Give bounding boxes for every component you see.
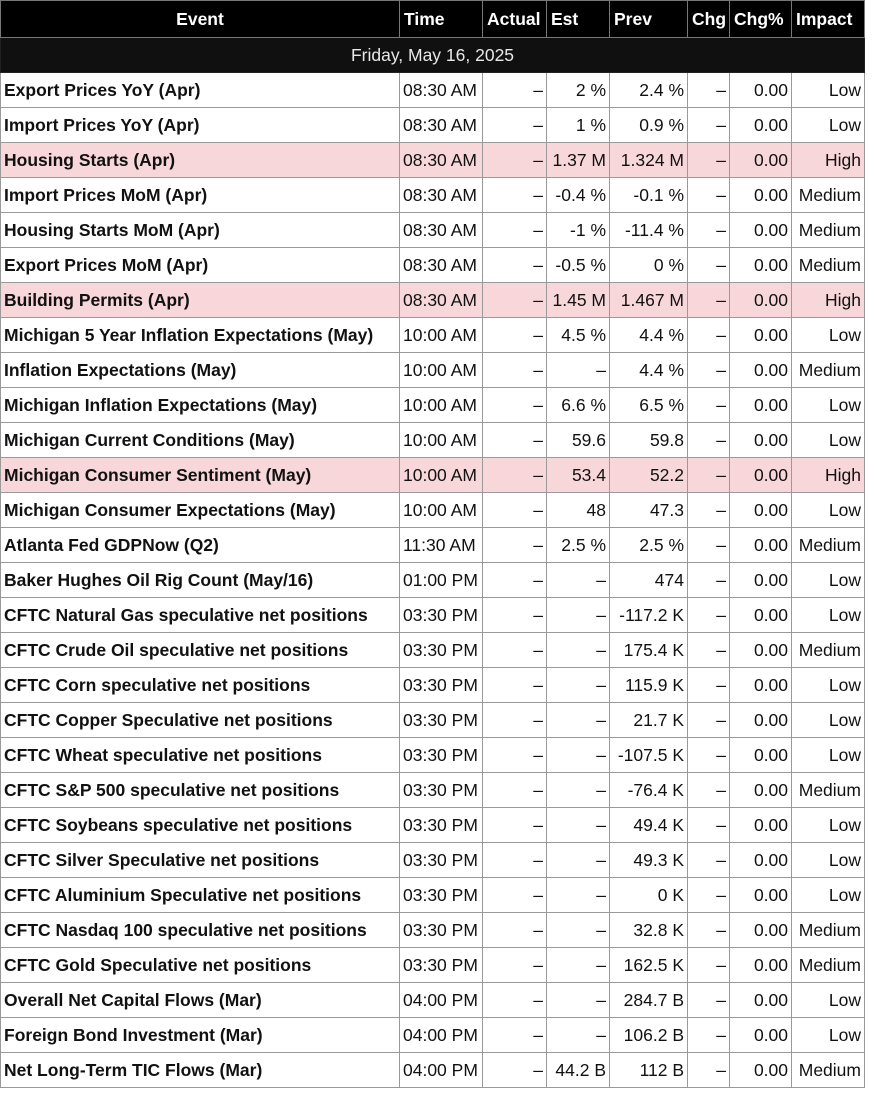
chg-pct-cell: 0.00 — [730, 493, 792, 528]
table-row[interactable] — [1, 458, 865, 493]
event-cell[interactable]: Overall Net Capital Flows (Mar) — [1, 983, 400, 1018]
time-cell: 03:30 PM — [400, 808, 483, 843]
est-cell: 2 % — [547, 73, 610, 108]
prev-cell: 1.467 M — [610, 283, 688, 318]
time-cell: 10:00 AM — [400, 458, 483, 493]
time-cell: 08:30 AM — [400, 73, 483, 108]
est-cell: – — [547, 808, 610, 843]
actual-cell: – — [483, 108, 547, 143]
impact-cell: Low — [792, 493, 865, 528]
chg-cell: – — [688, 668, 730, 703]
table-row[interactable] — [1, 283, 865, 318]
chg-pct-cell: 0.00 — [730, 458, 792, 493]
chg-pct-cell: 0.00 — [730, 1053, 792, 1088]
impact-cell: Low — [792, 423, 865, 458]
event-cell[interactable]: Import Prices YoY (Apr) — [1, 108, 400, 143]
actual-cell: – — [483, 598, 547, 633]
chg-pct-cell: 0.00 — [730, 178, 792, 213]
impact-cell: High — [792, 458, 865, 493]
impact-cell: Medium — [792, 773, 865, 808]
time-cell: 08:30 AM — [400, 283, 483, 318]
prev-cell: 21.7 K — [610, 703, 688, 738]
prev-cell: 474 — [610, 563, 688, 598]
event-cell[interactable]: Atlanta Fed GDPNow (Q2) — [1, 528, 400, 563]
actual-cell: – — [483, 423, 547, 458]
time-cell: 04:00 PM — [400, 1018, 483, 1053]
table-row[interactable] — [1, 1018, 865, 1053]
event-cell[interactable]: CFTC Crude Oil speculative net positions — [1, 633, 400, 668]
impact-cell: Medium — [792, 913, 865, 948]
actual-cell: – — [483, 913, 547, 948]
table-row[interactable] — [1, 73, 865, 108]
impact-cell: Low — [792, 983, 865, 1018]
est-cell: – — [547, 633, 610, 668]
actual-cell: – — [483, 318, 547, 353]
chg-pct-cell: 0.00 — [730, 248, 792, 283]
prev-cell: 4.4 % — [610, 318, 688, 353]
est-cell: 2.5 % — [547, 528, 610, 563]
chg-cell: – — [688, 913, 730, 948]
time-cell: 10:00 AM — [400, 423, 483, 458]
chg-cell: – — [688, 598, 730, 633]
time-cell: 04:00 PM — [400, 1053, 483, 1088]
est-cell: 1 % — [547, 108, 610, 143]
est-cell: 48 — [547, 493, 610, 528]
chg-cell: – — [688, 808, 730, 843]
impact-cell: High — [792, 283, 865, 318]
event-cell[interactable]: Foreign Bond Investment (Mar) — [1, 1018, 400, 1053]
actual-cell: – — [483, 1053, 547, 1088]
prev-cell: 112 B — [610, 1053, 688, 1088]
impact-cell: Medium — [792, 633, 865, 668]
actual-cell: – — [483, 493, 547, 528]
chg-pct-cell: 0.00 — [730, 633, 792, 668]
event-cell[interactable]: Michigan Consumer Sentiment (May) — [1, 458, 400, 493]
est-cell: – — [547, 738, 610, 773]
prev-cell: 175.4 K — [610, 633, 688, 668]
chg-cell: – — [688, 458, 730, 493]
event-cell[interactable]: Inflation Expectations (May) — [1, 353, 400, 388]
chg-pct-cell: 0.00 — [730, 283, 792, 318]
chg-cell: – — [688, 493, 730, 528]
actual-cell: – — [483, 283, 547, 318]
time-cell: 10:00 AM — [400, 493, 483, 528]
actual-cell: – — [483, 143, 547, 178]
chg-pct-cell: 0.00 — [730, 213, 792, 248]
actual-cell: – — [483, 73, 547, 108]
chg-pct-cell: 0.00 — [730, 948, 792, 983]
impact-cell: Low — [792, 73, 865, 108]
event-cell[interactable]: Michigan Inflation Expectations (May) — [1, 388, 400, 423]
chg-cell: – — [688, 1018, 730, 1053]
impact-cell: Low — [792, 703, 865, 738]
prev-cell: 2.4 % — [610, 73, 688, 108]
est-cell: – — [547, 983, 610, 1018]
prev-cell: -117.2 K — [610, 598, 688, 633]
chg-cell: – — [688, 1053, 730, 1088]
time-cell: 01:00 PM — [400, 563, 483, 598]
est-cell: – — [547, 703, 610, 738]
est-cell: 44.2 B — [547, 1053, 610, 1088]
impact-cell: Low — [792, 738, 865, 773]
table-row[interactable] — [1, 178, 865, 213]
actual-cell: – — [483, 563, 547, 598]
table-row[interactable] — [1, 983, 865, 1018]
impact-cell: Low — [792, 808, 865, 843]
chg-pct-cell: 0.00 — [730, 353, 792, 388]
actual-cell: – — [483, 808, 547, 843]
event-cell[interactable]: CFTC Nasdaq 100 speculative net positions — [1, 913, 400, 948]
chg-cell: – — [688, 703, 730, 738]
time-cell: 03:30 PM — [400, 773, 483, 808]
chg-cell: – — [688, 878, 730, 913]
est-cell: – — [547, 913, 610, 948]
col-header-chg-pct[interactable]: Chg% — [730, 1, 792, 38]
impact-cell: Low — [792, 563, 865, 598]
prev-cell: 32.8 K — [610, 913, 688, 948]
actual-cell: – — [483, 248, 547, 283]
table-row[interactable] — [1, 1053, 865, 1088]
event-cell[interactable]: Housing Starts (Apr) — [1, 143, 400, 178]
event-cell[interactable]: CFTC Soybeans speculative net positions — [1, 808, 400, 843]
prev-cell: 49.3 K — [610, 843, 688, 878]
est-cell: 4.5 % — [547, 318, 610, 353]
impact-cell: Low — [792, 598, 865, 633]
table-row[interactable] — [1, 913, 865, 948]
impact-cell: Medium — [792, 948, 865, 983]
actual-cell: – — [483, 843, 547, 878]
impact-cell: Low — [792, 1018, 865, 1053]
chg-cell: – — [688, 423, 730, 458]
table-row[interactable] — [1, 633, 865, 668]
table-row[interactable] — [1, 353, 865, 388]
table-row[interactable] — [1, 423, 865, 458]
chg-cell: – — [688, 563, 730, 598]
est-cell: – — [547, 668, 610, 703]
time-cell: 08:30 AM — [400, 143, 483, 178]
actual-cell: – — [483, 983, 547, 1018]
est-cell: -0.5 % — [547, 248, 610, 283]
impact-cell: Medium — [792, 178, 865, 213]
prev-cell: 1.324 M — [610, 143, 688, 178]
table-row[interactable] — [1, 563, 865, 598]
impact-cell: Low — [792, 668, 865, 703]
event-cell[interactable]: Net Long-Term TIC Flows (Mar) — [1, 1053, 400, 1088]
table-row[interactable] — [1, 213, 865, 248]
col-header-event[interactable]: Event — [1, 1, 400, 38]
event-cell[interactable]: CFTC Gold Speculative net positions — [1, 948, 400, 983]
time-cell: 10:00 AM — [400, 318, 483, 353]
date-label: Friday, May 16, 2025 — [1, 38, 865, 73]
prev-cell: -0.1 % — [610, 178, 688, 213]
impact-cell: Medium — [792, 1053, 865, 1088]
prev-cell: 52.2 — [610, 458, 688, 493]
table-row[interactable] — [1, 598, 865, 633]
prev-cell: 284.7 B — [610, 983, 688, 1018]
actual-cell: – — [483, 878, 547, 913]
event-cell[interactable]: CFTC S&P 500 speculative net positions — [1, 773, 400, 808]
chg-pct-cell: 0.00 — [730, 108, 792, 143]
prev-cell: -107.5 K — [610, 738, 688, 773]
prev-cell: 59.8 — [610, 423, 688, 458]
impact-cell: Medium — [792, 213, 865, 248]
time-cell: 03:30 PM — [400, 843, 483, 878]
event-cell[interactable]: CFTC Wheat speculative net positions — [1, 738, 400, 773]
impact-cell: Low — [792, 108, 865, 143]
prev-cell: 162.5 K — [610, 948, 688, 983]
col-header-actual[interactable]: Actual — [483, 1, 547, 38]
impact-cell: Medium — [792, 528, 865, 563]
chg-cell: – — [688, 633, 730, 668]
impact-cell: Medium — [792, 353, 865, 388]
col-header-impact[interactable]: Impact — [792, 1, 865, 38]
event-cell[interactable]: CFTC Silver Speculative net positions — [1, 843, 400, 878]
prev-cell: 115.9 K — [610, 668, 688, 703]
col-header-est[interactable]: Est — [547, 1, 610, 38]
time-cell: 08:30 AM — [400, 213, 483, 248]
event-cell[interactable]: Building Permits (Apr) — [1, 283, 400, 318]
event-cell[interactable]: Export Prices YoY (Apr) — [1, 73, 400, 108]
chg-cell: – — [688, 388, 730, 423]
table-row[interactable] — [1, 388, 865, 423]
table-row[interactable] — [1, 843, 865, 878]
table-row[interactable] — [1, 668, 865, 703]
chg-pct-cell: 0.00 — [730, 318, 792, 353]
actual-cell: – — [483, 353, 547, 388]
prev-cell: -76.4 K — [610, 773, 688, 808]
chg-cell: – — [688, 213, 730, 248]
time-cell: 10:00 AM — [400, 353, 483, 388]
time-cell: 10:00 AM — [400, 388, 483, 423]
table-row[interactable] — [1, 528, 865, 563]
event-cell[interactable]: Export Prices MoM (Apr) — [1, 248, 400, 283]
chg-cell: – — [688, 143, 730, 178]
table-row[interactable] — [1, 318, 865, 353]
table-row[interactable] — [1, 108, 865, 143]
est-cell: 1.37 M — [547, 143, 610, 178]
event-cell[interactable]: CFTC Aluminium Speculative net positions — [1, 878, 400, 913]
actual-cell: – — [483, 948, 547, 983]
est-cell: – — [547, 878, 610, 913]
chg-cell: – — [688, 108, 730, 143]
prev-cell: 2.5 % — [610, 528, 688, 563]
actual-cell: – — [483, 633, 547, 668]
est-cell: – — [547, 1018, 610, 1053]
chg-pct-cell: 0.00 — [730, 738, 792, 773]
table-row[interactable] — [1, 248, 865, 283]
time-cell: 08:30 AM — [400, 108, 483, 143]
actual-cell: – — [483, 738, 547, 773]
chg-pct-cell: 0.00 — [730, 73, 792, 108]
event-cell[interactable]: Michigan 5 Year Inflation Expectations (May) — [1, 318, 400, 353]
table-row[interactable] — [1, 143, 865, 178]
chg-cell: – — [688, 773, 730, 808]
col-header-time[interactable]: Time — [400, 1, 483, 38]
time-cell: 11:30 AM — [400, 528, 483, 563]
chg-pct-cell: 0.00 — [730, 143, 792, 178]
prev-cell: 0 % — [610, 248, 688, 283]
event-cell[interactable]: CFTC Copper Speculative net positions — [1, 703, 400, 738]
chg-pct-cell: 0.00 — [730, 598, 792, 633]
chg-cell: – — [688, 528, 730, 563]
impact-cell: Low — [792, 388, 865, 423]
est-cell: 53.4 — [547, 458, 610, 493]
chg-pct-cell: 0.00 — [730, 423, 792, 458]
time-cell: 03:30 PM — [400, 633, 483, 668]
time-cell: 04:00 PM — [400, 983, 483, 1018]
chg-cell: – — [688, 353, 730, 388]
chg-pct-cell: 0.00 — [730, 563, 792, 598]
est-cell: – — [547, 353, 610, 388]
event-cell[interactable]: Michigan Consumer Expectations (May) — [1, 493, 400, 528]
est-cell: 6.6 % — [547, 388, 610, 423]
chg-cell: – — [688, 843, 730, 878]
actual-cell: – — [483, 178, 547, 213]
chg-cell: – — [688, 283, 730, 318]
prev-cell: 4.4 % — [610, 353, 688, 388]
chg-cell: – — [688, 983, 730, 1018]
chg-pct-cell: 0.00 — [730, 808, 792, 843]
actual-cell: – — [483, 458, 547, 493]
time-cell: 03:30 PM — [400, 913, 483, 948]
col-header-chg[interactable]: Chg — [688, 1, 730, 38]
time-cell: 08:30 AM — [400, 248, 483, 283]
col-header-prev[interactable]: Prev — [610, 1, 688, 38]
prev-cell: 106.2 B — [610, 1018, 688, 1053]
time-cell: 03:30 PM — [400, 738, 483, 773]
event-cell[interactable]: Michigan Current Conditions (May) — [1, 423, 400, 458]
impact-cell: Low — [792, 878, 865, 913]
chg-cell: – — [688, 948, 730, 983]
actual-cell: – — [483, 528, 547, 563]
actual-cell: – — [483, 388, 547, 423]
est-cell: – — [547, 598, 610, 633]
prev-cell: 6.5 % — [610, 388, 688, 423]
est-cell: -1 % — [547, 213, 610, 248]
chg-cell: – — [688, 248, 730, 283]
chg-cell: – — [688, 73, 730, 108]
header-row — [1, 1, 865, 38]
impact-cell: Low — [792, 318, 865, 353]
table-row[interactable] — [1, 703, 865, 738]
prev-cell: 0.9 % — [610, 108, 688, 143]
est-cell: – — [547, 563, 610, 598]
actual-cell: – — [483, 668, 547, 703]
table-row[interactable] — [1, 738, 865, 773]
chg-cell: – — [688, 318, 730, 353]
est-cell: 59.6 — [547, 423, 610, 458]
time-cell: 03:30 PM — [400, 598, 483, 633]
chg-pct-cell: 0.00 — [730, 913, 792, 948]
table-row[interactable] — [1, 878, 865, 913]
chg-pct-cell: 0.00 — [730, 1018, 792, 1053]
event-cell[interactable]: Housing Starts MoM (Apr) — [1, 213, 400, 248]
prev-cell: 49.4 K — [610, 808, 688, 843]
est-cell: – — [547, 948, 610, 983]
actual-cell: – — [483, 213, 547, 248]
chg-pct-cell: 0.00 — [730, 388, 792, 423]
time-cell: 03:30 PM — [400, 878, 483, 913]
time-cell: 03:30 PM — [400, 948, 483, 983]
chg-cell: – — [688, 738, 730, 773]
chg-pct-cell: 0.00 — [730, 843, 792, 878]
impact-cell: Low — [792, 843, 865, 878]
actual-cell: – — [483, 703, 547, 738]
event-cell[interactable]: CFTC Natural Gas speculative net positions — [1, 598, 400, 633]
table-row[interactable] — [1, 808, 865, 843]
est-cell: – — [547, 843, 610, 878]
chg-pct-cell: 0.00 — [730, 703, 792, 738]
chg-pct-cell: 0.00 — [730, 773, 792, 808]
prev-cell: 47.3 — [610, 493, 688, 528]
time-cell: 03:30 PM — [400, 703, 483, 738]
est-cell: 1.45 M — [547, 283, 610, 318]
table-row[interactable] — [1, 493, 865, 528]
actual-cell: – — [483, 773, 547, 808]
chg-pct-cell: 0.00 — [730, 878, 792, 913]
chg-pct-cell: 0.00 — [730, 668, 792, 703]
date-group-row — [1, 38, 865, 73]
chg-pct-cell: 0.00 — [730, 528, 792, 563]
table-row[interactable] — [1, 948, 865, 983]
est-cell: – — [547, 773, 610, 808]
chg-pct-cell: 0.00 — [730, 983, 792, 1018]
time-cell: 08:30 AM — [400, 178, 483, 213]
est-cell: -0.4 % — [547, 178, 610, 213]
impact-cell: Medium — [792, 248, 865, 283]
impact-cell: High — [792, 143, 865, 178]
actual-cell: – — [483, 1018, 547, 1053]
time-cell: 03:30 PM — [400, 668, 483, 703]
event-cell[interactable]: Baker Hughes Oil Rig Count (May/16) — [1, 563, 400, 598]
chg-cell: – — [688, 178, 730, 213]
event-cell[interactable]: CFTC Corn speculative net positions — [1, 668, 400, 703]
event-cell[interactable]: Import Prices MoM (Apr) — [1, 178, 400, 213]
prev-cell: -11.4 % — [610, 213, 688, 248]
prev-cell: 0 K — [610, 878, 688, 913]
table-row[interactable] — [1, 773, 865, 808]
